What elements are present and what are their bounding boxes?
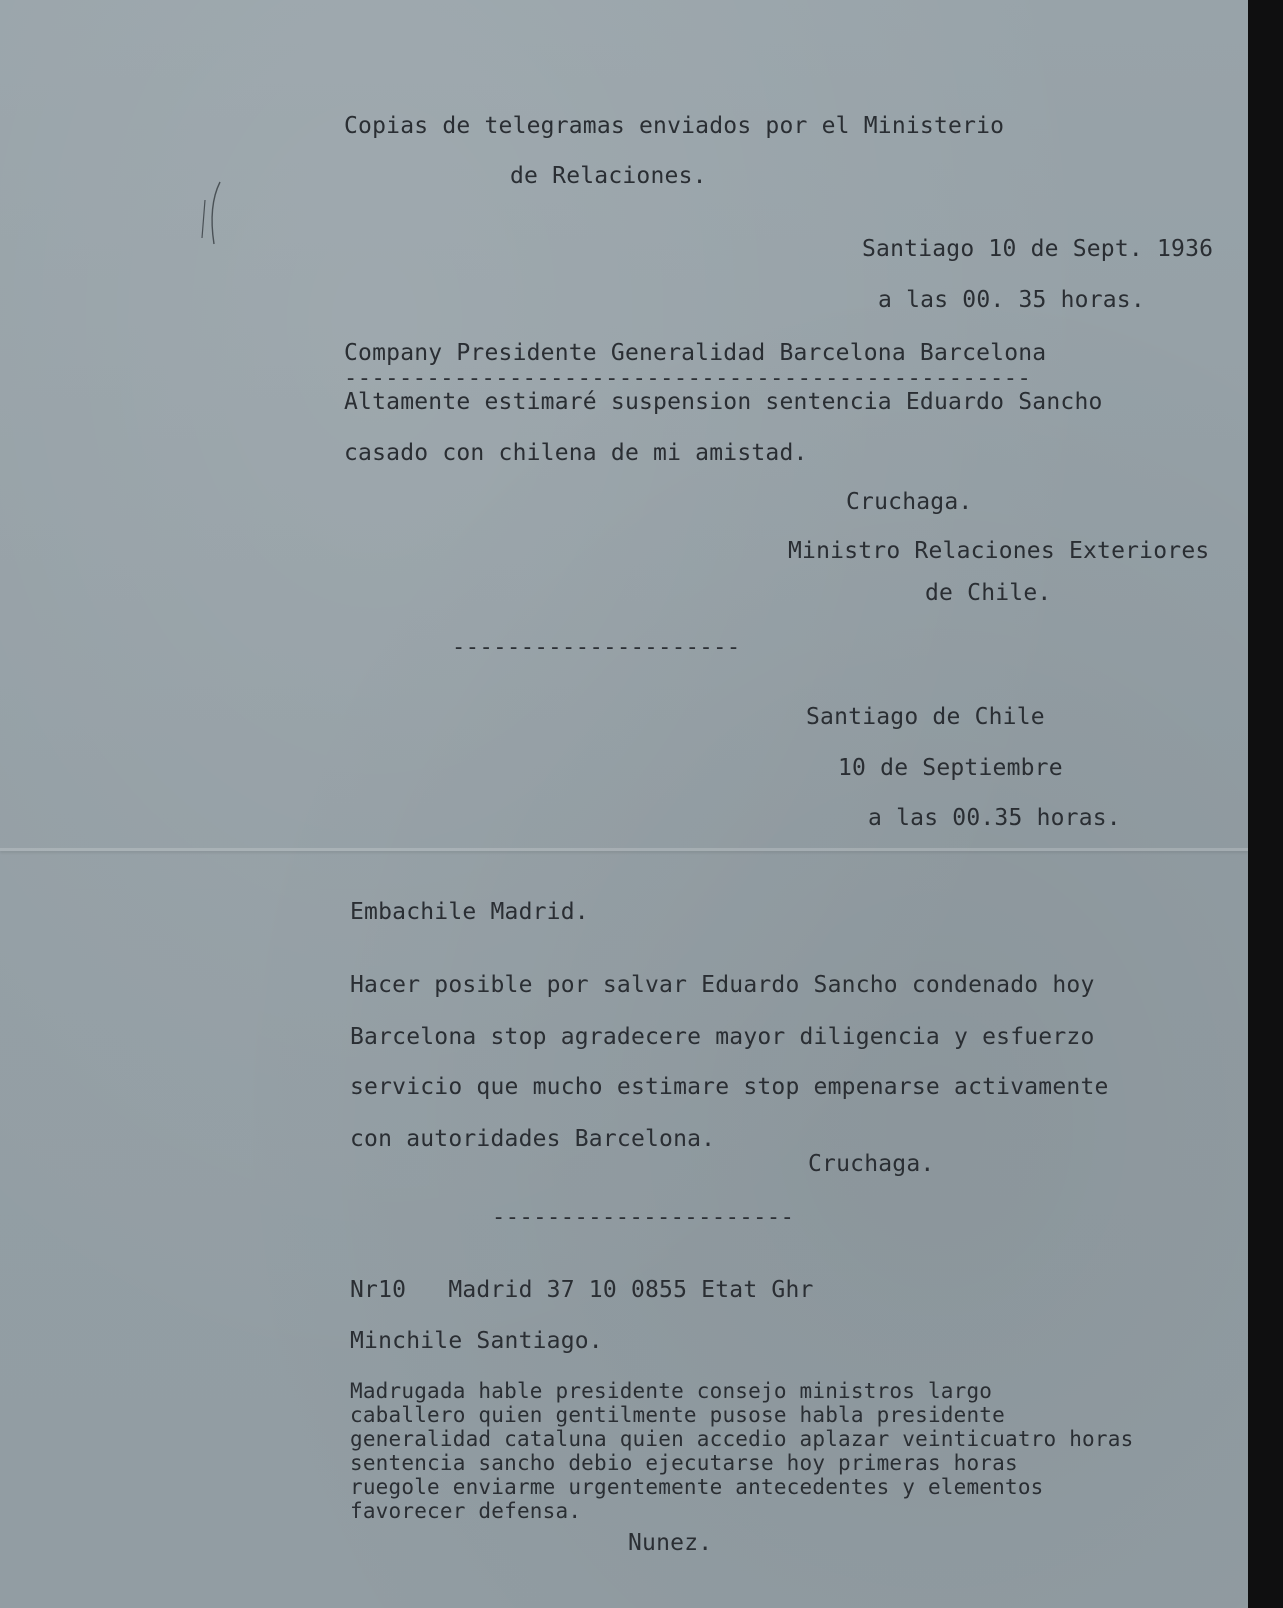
pencil-mark — [200, 178, 230, 248]
telegram3-body-line-3: generalidad cataluna quien accedio aplazar veinticuatro horas — [350, 1427, 1134, 1451]
telegram2-time: a las 00.35 horas. — [868, 805, 1121, 831]
separator-1: --------------------- — [452, 635, 741, 660]
header-line-1: Copias de telegramas enviados por el Ministerio — [344, 113, 1005, 139]
telegram2-body-line-1: Hacer posible por salvar Eduardo Sancho condenado hoy — [350, 972, 1095, 998]
telegram2-body-line-3: servicio que mucho estimare stop empenarse activamente — [350, 1074, 1109, 1100]
telegram3-body-line-6: favorecer defensa. — [350, 1499, 582, 1523]
telegram2-signature: Cruchaga. — [808, 1151, 935, 1177]
telegram3-body-line-2: caballero quien gentilmente pusose habla presidente — [350, 1403, 1005, 1427]
telegram3-body-line-1: Madrugada hable presidente consejo ministros largo — [350, 1379, 993, 1403]
paper-fold-crease — [0, 848, 1248, 851]
telegram1-signatory-country: de Chile. — [925, 580, 1052, 606]
telegram2-body-line-2: Barcelona stop agradecere mayor diligencia y esfuerzo — [350, 1024, 1095, 1050]
telegram1-time: a las 00. 35 horas. — [878, 287, 1145, 313]
header-line-2: de Relaciones. — [510, 163, 707, 189]
telegram1-addressee: Company Presidente Generalidad Barcelona Barcelona — [344, 340, 1047, 366]
telegram3-addressee: Minchile Santiago. — [350, 1328, 603, 1354]
telegram2-body-line-4: con autoridades Barcelona. — [350, 1126, 716, 1152]
telegram1-signatory-title: Ministro Relaciones Exteriores — [788, 538, 1210, 564]
telegram2-addressee: Embachile Madrid. — [350, 899, 589, 925]
telegram2-place: Santiago de Chile — [806, 704, 1045, 730]
telegram1-place-date: Santiago 10 de Sept. 1936 — [862, 236, 1214, 262]
telegram3-header: Nr10 Madrid 37 10 0855 Etat Ghr — [350, 1277, 814, 1303]
telegram1-underline: -------------------------------------------------- — [344, 366, 1032, 391]
scan-edge-right — [1248, 0, 1283, 1608]
separator-2: ---------------------- — [492, 1205, 795, 1230]
telegram3-body-line-5: ruegole enviarme urgentemente antecedentes y elementos — [350, 1475, 1044, 1499]
telegram1-body-line-2: casado con chilena de mi amistad. — [344, 440, 808, 466]
telegram1-body-line-1: Altamente estimaré suspension sentencia Eduardo Sancho — [344, 389, 1103, 415]
telegram1-signature: Cruchaga. — [846, 489, 973, 515]
telegram2-date: 10 de Septiembre — [838, 755, 1063, 781]
telegram3-signature: Nunez. — [628, 1530, 713, 1556]
telegram3-body-line-4: sentencia sancho debio ejecutarse hoy primeras horas — [350, 1451, 1018, 1475]
